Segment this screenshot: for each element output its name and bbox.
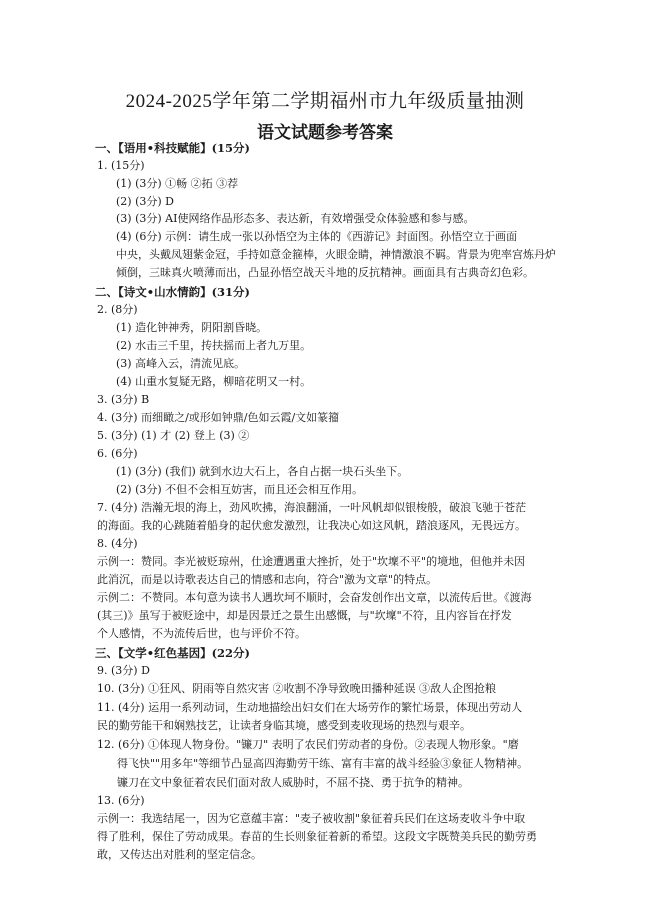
answer-line: 得了胜利，保住了劳动成果。春苗的生长则象征着新的希望。这段文字既赞美兵民的勤劳勇 [97,830,537,843]
section-heading: 二、【诗文•山水情韵】(31分) [95,285,250,299]
answer-line: (4) (6分) 示例：请生成一张以孙悟空为主体的《西游记》封面图。孙悟空立于画面 [116,230,518,243]
answer-line: 7. (4分) 浩瀚无垠的海上，劲风吹拂，海浪翻涌，一叶风帆却似银梭般，破浪飞驰于苍茫 [97,501,527,514]
answer-line: 个人感情，不为流传后世，也与评价不符。 [97,627,306,640]
answer-line: 3. (3分) B [97,393,150,406]
answer-line: 9. (3分) D [97,664,150,677]
answer-line: (4) 山重水复疑无路，柳暗花明又一村。 [116,375,312,388]
document-subtitle: 语文试题参考答案 [257,123,393,142]
answer-line: 5. (3分) (1) 才 (2) 登上 (3) ② [97,429,250,442]
answer-line: 镰刀在文中象征着农民们面对敌人威胁时，不屈不挠、勇于抗争的精神。 [117,776,469,789]
answer-line: 4. (3分) 而细瞰之/或形如钟鼎/色如云霞/文如篆籀 [97,411,340,424]
answer-line: 得飞快""用多年"等细节凸显高四海勤劳干练、富有丰富的战斗经验③象征人物精神。 [117,757,529,770]
answer-line: (2) 水击三千里，抟扶摇而上者九万里。 [116,339,312,352]
document-title: 2024-2025学年第二学期福州市九年级质量抽测 [125,91,525,112]
answer-line: (1) (3分) ①畅 ②拓 ③荐 [116,177,239,190]
answer-line: 的海面。我的心跳随着船身的起伏愈发激烈，让我决心如这风帆，踏浪逐风，无畏远方。 [97,519,526,532]
section-heading: 三、【文学•红色基因】(22分) [95,646,250,660]
answer-line: 倾倒，三昧真火喷薄而出，凸显孙悟空战天斗地的反抗精神。画面具有古典奇幻色彩。 [116,266,534,279]
answer-line: 示例一：我选结尾一，因为它意蕴丰富："麦子被收割"象征着兵民们在这场麦收斗争中取 [97,812,526,825]
answer-line: 10. (3分) ①狂风、阴雨等自然灾害 ②收割不净导致晚田播种延误 ③敌人企图抢粮 [97,682,497,695]
answer-line: (1) (3分) (我们) 就到水边大石上，各自占据一块石头坐下。 [116,465,409,478]
section-heading: 一、【语用•科技赋能】(15分) [95,141,250,155]
answer-line: 民的勤劳能干和娴熟技艺，让读者身临其境，感受到麦收现场的热烈与艰辛。 [97,719,471,732]
answer-line: 2. (8分) [97,303,138,316]
answer-line: (2) (3分) 不但不会相互妨害，而且还会相互作用。 [116,483,364,496]
answer-line: (3) 高峰入云，清流见底。 [116,357,246,370]
answer-line: 13. (6分) [97,794,145,807]
answer-line: (3) (3分) AI使网络作品形态多、表达新，有效增强受众体验感和参与感。 [116,212,475,225]
answer-line: (2) (3分) D [116,195,174,208]
answer-line: 12. (6分) ①体现人物身份。"镰刀" 表明了农民们劳动者的身份。②表现人物形象。"磨 [97,738,519,751]
answer-line: 6. (6分) [97,447,138,460]
answer-line: 此消沉，而是以诗歌表达自己的情感和志向，符合"激为文章"的特点。 [97,573,438,586]
answer-line: 示例二：不赞同。本句意为读书人遇坎坷不顺时，会奋发创作出文章，以流传后世。《渡海 [97,591,532,604]
answer-line: 1. (15分) [97,159,145,172]
answer-line: (其三)》虽写于被贬途中，却是因景迁之景生出感慨，与"坎壈"不符，且内容旨在抒发 [97,609,512,622]
answer-line: 敢，又传达出对胜利的坚定信念。 [97,848,262,861]
answer-line: 中央，头戴凤翅紫金冠，手持如意金箍棒，火眼金睛，神情激浪不羁。背景为兜率宫炼丹炉 [116,248,556,261]
answer-line: (1) 造化钟神秀，阴阳割昏晓。 [116,321,268,334]
answer-line: 示例一：赞同。李光被贬琼州，仕途遭遇重大挫折，处于"坎壈不平"的境地，但他并未因 [97,555,526,568]
answer-line: 11. (4分) 运用一系列动词，生动地描绘出妇女们在大场劳作的繁忙场景，体现出劳动人 [97,701,523,714]
answer-line: 8. (4分) [97,537,138,550]
